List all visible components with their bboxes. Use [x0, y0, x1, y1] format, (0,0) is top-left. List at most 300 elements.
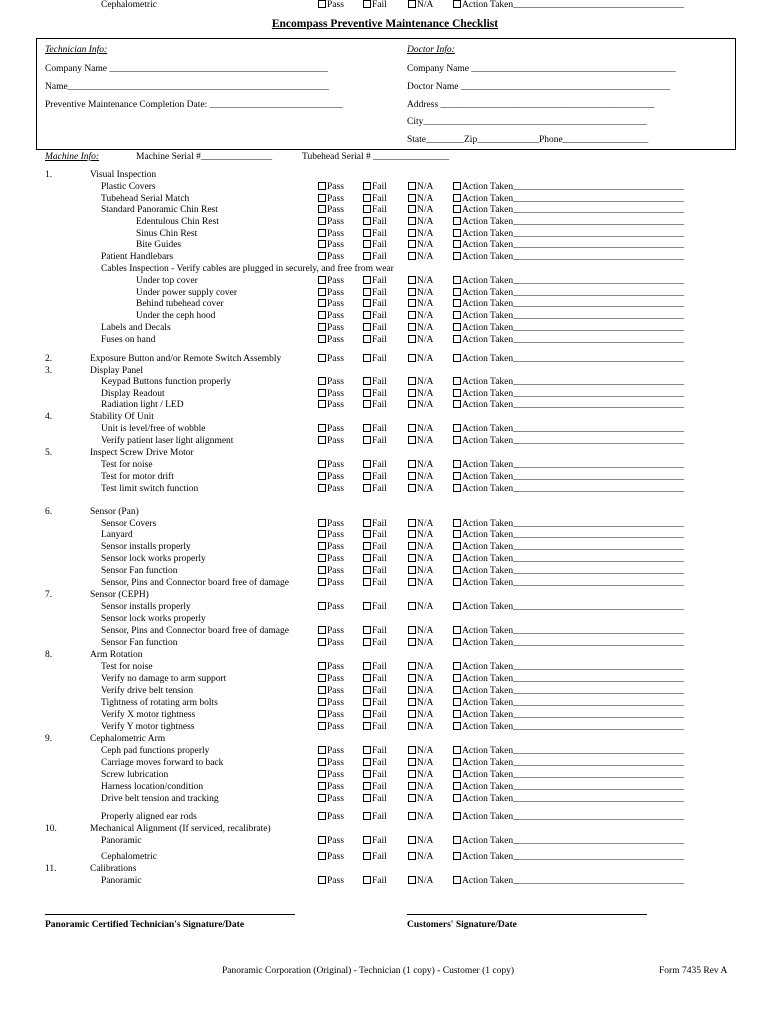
checkbox-square[interactable]: [318, 0, 326, 8]
checkbox-square[interactable]: [408, 794, 416, 802]
checkbox-square[interactable]: [318, 578, 326, 586]
checkbox-square[interactable]: [363, 836, 371, 844]
action-taken-field[interactable]: [453, 377, 684, 388]
fail-checkbox[interactable]: [363, 836, 387, 847]
pass-checkbox[interactable]: [318, 311, 344, 322]
na-checkbox[interactable]: [408, 252, 433, 263]
pass-checkbox[interactable]: [318, 400, 344, 411]
action-taken-field[interactable]: [453, 299, 684, 310]
checkbox-square[interactable]: [363, 662, 371, 670]
checkbox-square[interactable]: [408, 484, 416, 492]
fail-checkbox[interactable]: [363, 626, 387, 637]
na-checkbox[interactable]: [408, 484, 433, 495]
checkbox-square[interactable]: [453, 770, 461, 778]
action-taken-field[interactable]: [453, 276, 684, 287]
na-checkbox[interactable]: [408, 794, 433, 805]
action-taken-field[interactable]: [453, 698, 684, 709]
checkbox-square[interactable]: [363, 722, 371, 730]
checkbox-square[interactable]: [363, 770, 371, 778]
checkbox-square[interactable]: [363, 400, 371, 408]
action-taken-field[interactable]: [453, 554, 684, 565]
na-checkbox[interactable]: [408, 554, 433, 565]
checkbox-square[interactable]: [318, 389, 326, 397]
checkbox-square[interactable]: [363, 354, 371, 362]
na-checkbox[interactable]: [408, 436, 433, 447]
checkbox-square[interactable]: [408, 519, 416, 527]
checkbox-square[interactable]: [453, 0, 461, 8]
checkbox-square[interactable]: [318, 436, 326, 444]
fail-checkbox[interactable]: [363, 288, 387, 299]
checkbox-square[interactable]: [408, 205, 416, 213]
checkbox-square[interactable]: [408, 299, 416, 307]
machine-serial-field[interactable]: Machine Serial #_______________: [136, 152, 273, 162]
checkbox-square[interactable]: [453, 812, 461, 820]
checkbox-square[interactable]: [453, 554, 461, 562]
checkbox-square[interactable]: [453, 602, 461, 610]
fail-checkbox[interactable]: [363, 182, 387, 193]
checkbox-square[interactable]: [318, 460, 326, 468]
checkbox-square[interactable]: [453, 194, 461, 202]
action-taken-field[interactable]: [453, 674, 684, 685]
na-checkbox[interactable]: [408, 638, 433, 649]
customer-signature-line[interactable]: [407, 914, 647, 915]
pass-checkbox[interactable]: [318, 354, 344, 365]
na-checkbox[interactable]: [408, 335, 433, 346]
checkbox-square[interactable]: [363, 182, 371, 190]
checkbox-square[interactable]: [363, 436, 371, 444]
checkbox-square[interactable]: [408, 698, 416, 706]
checkbox-square[interactable]: [453, 182, 461, 190]
action-taken-field[interactable]: [453, 758, 684, 769]
checkbox-square[interactable]: [363, 530, 371, 538]
pass-checkbox[interactable]: [318, 794, 344, 805]
na-checkbox[interactable]: [408, 626, 433, 637]
checkbox-square[interactable]: [453, 335, 461, 343]
pass-checkbox[interactable]: [318, 746, 344, 757]
technician-signature-line[interactable]: [45, 914, 295, 915]
checkbox-square[interactable]: [453, 530, 461, 538]
checkbox-square[interactable]: [318, 217, 326, 225]
checkbox-square[interactable]: [408, 276, 416, 284]
na-checkbox[interactable]: [408, 710, 433, 721]
checkbox-square[interactable]: [318, 182, 326, 190]
pass-checkbox[interactable]: [318, 638, 344, 649]
pass-checkbox[interactable]: [318, 436, 344, 447]
checkbox-square[interactable]: [453, 782, 461, 790]
pass-checkbox[interactable]: [318, 602, 344, 613]
fail-checkbox[interactable]: [363, 782, 387, 793]
checkbox-square[interactable]: [453, 484, 461, 492]
action-taken-field[interactable]: [453, 240, 684, 251]
checkbox-square[interactable]: [363, 252, 371, 260]
na-checkbox[interactable]: [408, 229, 433, 240]
checkbox-square[interactable]: [453, 400, 461, 408]
pass-checkbox[interactable]: [318, 194, 344, 205]
action-taken-field[interactable]: [453, 424, 684, 435]
checkbox-square[interactable]: [318, 276, 326, 284]
na-checkbox[interactable]: [408, 836, 433, 847]
na-checkbox[interactable]: [408, 758, 433, 769]
checkbox-square[interactable]: [318, 288, 326, 296]
pass-checkbox[interactable]: [318, 812, 344, 823]
fail-checkbox[interactable]: [363, 0, 387, 11]
fail-checkbox[interactable]: [363, 460, 387, 471]
action-taken-field[interactable]: [453, 400, 684, 411]
pass-checkbox[interactable]: [318, 836, 344, 847]
checkbox-square[interactable]: [453, 389, 461, 397]
na-checkbox[interactable]: [408, 460, 433, 471]
checkbox-square[interactable]: [318, 812, 326, 820]
fail-checkbox[interactable]: [363, 229, 387, 240]
checkbox-square[interactable]: [363, 542, 371, 550]
checkbox-square[interactable]: [318, 530, 326, 538]
checkbox-square[interactable]: [408, 377, 416, 385]
na-checkbox[interactable]: [408, 722, 433, 733]
action-taken-field[interactable]: [453, 354, 684, 365]
checkbox-square[interactable]: [408, 252, 416, 260]
pass-checkbox[interactable]: [318, 252, 344, 263]
checkbox-square[interactable]: [408, 424, 416, 432]
na-checkbox[interactable]: [408, 389, 433, 400]
checkbox-square[interactable]: [453, 217, 461, 225]
checkbox-square[interactable]: [453, 377, 461, 385]
na-checkbox[interactable]: [408, 182, 433, 193]
fail-checkbox[interactable]: [363, 698, 387, 709]
pass-checkbox[interactable]: [318, 566, 344, 577]
na-checkbox[interactable]: [408, 662, 433, 673]
checkbox-square[interactable]: [453, 542, 461, 550]
action-taken-field[interactable]: [453, 770, 684, 781]
fail-checkbox[interactable]: [363, 217, 387, 228]
checkbox-square[interactable]: [408, 182, 416, 190]
checkbox-square[interactable]: [363, 323, 371, 331]
checkbox-square[interactable]: [363, 299, 371, 307]
checkbox-square[interactable]: [363, 519, 371, 527]
fail-checkbox[interactable]: [363, 662, 387, 673]
na-checkbox[interactable]: [408, 205, 433, 216]
checkbox-square[interactable]: [408, 460, 416, 468]
checkbox-square[interactable]: [408, 638, 416, 646]
technician-name-field[interactable]: Name_______________________________________________________: [45, 82, 329, 92]
checkbox-square[interactable]: [453, 424, 461, 432]
checkbox-square[interactable]: [408, 710, 416, 718]
completion-date-field[interactable]: Preventive Maintenance Completion Date: ____________________________: [45, 100, 343, 110]
checkbox-square[interactable]: [453, 746, 461, 754]
checkbox-square[interactable]: [363, 424, 371, 432]
na-checkbox[interactable]: [408, 578, 433, 589]
checkbox-square[interactable]: [408, 472, 416, 480]
na-checkbox[interactable]: [408, 519, 433, 530]
checkbox-square[interactable]: [363, 852, 371, 860]
doctor-company-field[interactable]: Company Name ___________________________________________: [407, 64, 676, 74]
action-taken-field[interactable]: [453, 542, 684, 553]
fail-checkbox[interactable]: [363, 519, 387, 530]
pass-checkbox[interactable]: [318, 530, 344, 541]
fail-checkbox[interactable]: [363, 674, 387, 685]
checkbox-square[interactable]: [318, 566, 326, 574]
action-taken-field[interactable]: [453, 311, 684, 322]
checkbox-square[interactable]: [408, 836, 416, 844]
pass-checkbox[interactable]: [318, 484, 344, 495]
checkbox-square[interactable]: [363, 460, 371, 468]
checkbox-square[interactable]: [363, 698, 371, 706]
checkbox-square[interactable]: [408, 876, 416, 884]
checkbox-square[interactable]: [408, 354, 416, 362]
pass-checkbox[interactable]: [318, 299, 344, 310]
checkbox-square[interactable]: [453, 794, 461, 802]
checkbox-square[interactable]: [363, 794, 371, 802]
checkbox-square[interactable]: [363, 229, 371, 237]
fail-checkbox[interactable]: [363, 530, 387, 541]
checkbox-square[interactable]: [408, 566, 416, 574]
checkbox-square[interactable]: [363, 674, 371, 682]
checkbox-square[interactable]: [453, 876, 461, 884]
pass-checkbox[interactable]: [318, 276, 344, 287]
fail-checkbox[interactable]: [363, 424, 387, 435]
checkbox-square[interactable]: [453, 240, 461, 248]
pass-checkbox[interactable]: [318, 662, 344, 673]
checkbox-square[interactable]: [363, 812, 371, 820]
checkbox-square[interactable]: [318, 299, 326, 307]
checkbox-square[interactable]: [318, 782, 326, 790]
fail-checkbox[interactable]: [363, 746, 387, 757]
checkbox-square[interactable]: [363, 566, 371, 574]
pass-checkbox[interactable]: [318, 698, 344, 709]
checkbox-square[interactable]: [453, 662, 461, 670]
checkbox-square[interactable]: [363, 377, 371, 385]
action-taken-field[interactable]: [453, 436, 684, 447]
checkbox-square[interactable]: [363, 240, 371, 248]
na-checkbox[interactable]: [408, 686, 433, 697]
checkbox-square[interactable]: [453, 252, 461, 260]
checkbox-square[interactable]: [453, 638, 461, 646]
na-checkbox[interactable]: [408, 0, 433, 11]
checkbox-square[interactable]: [408, 852, 416, 860]
checkbox-square[interactable]: [363, 782, 371, 790]
fail-checkbox[interactable]: [363, 354, 387, 365]
fail-checkbox[interactable]: [363, 252, 387, 263]
fail-checkbox[interactable]: [363, 794, 387, 805]
checkbox-square[interactable]: [453, 686, 461, 694]
checkbox-square[interactable]: [453, 323, 461, 331]
checkbox-square[interactable]: [318, 542, 326, 550]
fail-checkbox[interactable]: [363, 400, 387, 411]
fail-checkbox[interactable]: [363, 194, 387, 205]
fail-checkbox[interactable]: [363, 770, 387, 781]
checkbox-square[interactable]: [408, 554, 416, 562]
checkbox-square[interactable]: [408, 626, 416, 634]
pass-checkbox[interactable]: [318, 542, 344, 553]
pass-checkbox[interactable]: [318, 389, 344, 400]
fail-checkbox[interactable]: [363, 276, 387, 287]
fail-checkbox[interactable]: [363, 436, 387, 447]
checkbox-square[interactable]: [363, 710, 371, 718]
fail-checkbox[interactable]: [363, 758, 387, 769]
doctor-address-field[interactable]: Address _____________________________________________: [407, 100, 655, 110]
checkbox-square[interactable]: [363, 686, 371, 694]
checkbox-square[interactable]: [408, 770, 416, 778]
checkbox-square[interactable]: [318, 852, 326, 860]
action-taken-field[interactable]: [453, 472, 684, 483]
checkbox-square[interactable]: [318, 770, 326, 778]
checkbox-square[interactable]: [318, 472, 326, 480]
checkbox-square[interactable]: [408, 530, 416, 538]
na-checkbox[interactable]: [408, 746, 433, 757]
action-taken-field[interactable]: [453, 389, 684, 400]
fail-checkbox[interactable]: [363, 578, 387, 589]
checkbox-square[interactable]: [453, 626, 461, 634]
na-checkbox[interactable]: [408, 698, 433, 709]
fail-checkbox[interactable]: [363, 812, 387, 823]
checkbox-square[interactable]: [318, 794, 326, 802]
action-taken-field[interactable]: [453, 662, 684, 673]
na-checkbox[interactable]: [408, 377, 433, 388]
action-taken-field[interactable]: [453, 194, 684, 205]
checkbox-square[interactable]: [363, 876, 371, 884]
fail-checkbox[interactable]: [363, 389, 387, 400]
checkbox-square[interactable]: [408, 400, 416, 408]
checkbox-square[interactable]: [453, 710, 461, 718]
na-checkbox[interactable]: [408, 288, 433, 299]
checkbox-square[interactable]: [363, 205, 371, 213]
checkbox-square[interactable]: [363, 554, 371, 562]
checkbox-square[interactable]: [318, 758, 326, 766]
na-checkbox[interactable]: [408, 674, 433, 685]
pass-checkbox[interactable]: [318, 323, 344, 334]
checkbox-square[interactable]: [408, 194, 416, 202]
checkbox-square[interactable]: [453, 299, 461, 307]
checkbox-square[interactable]: [318, 674, 326, 682]
checkbox-square[interactable]: [453, 436, 461, 444]
checkbox-square[interactable]: [408, 335, 416, 343]
pass-checkbox[interactable]: [318, 722, 344, 733]
na-checkbox[interactable]: [408, 354, 433, 365]
checkbox-square[interactable]: [408, 578, 416, 586]
checkbox-square[interactable]: [453, 205, 461, 213]
action-taken-field[interactable]: [453, 519, 684, 530]
action-taken-field[interactable]: [453, 852, 684, 863]
na-checkbox[interactable]: [408, 311, 433, 322]
action-taken-field[interactable]: [453, 602, 684, 613]
action-taken-field[interactable]: [453, 205, 684, 216]
checkbox-square[interactable]: [453, 311, 461, 319]
pass-checkbox[interactable]: [318, 335, 344, 346]
checkbox-square[interactable]: [408, 674, 416, 682]
checkbox-square[interactable]: [453, 288, 461, 296]
fail-checkbox[interactable]: [363, 240, 387, 251]
action-taken-field[interactable]: [453, 323, 684, 334]
doctor-state-zip-phone-field[interactable]: State________Zip_____________Phone__________________: [407, 135, 649, 145]
checkbox-square[interactable]: [318, 205, 326, 213]
pass-checkbox[interactable]: [318, 876, 344, 887]
fail-checkbox[interactable]: [363, 554, 387, 565]
checkbox-square[interactable]: [408, 686, 416, 694]
na-checkbox[interactable]: [408, 876, 433, 887]
pass-checkbox[interactable]: [318, 205, 344, 216]
na-checkbox[interactable]: [408, 217, 433, 228]
na-checkbox[interactable]: [408, 424, 433, 435]
checkbox-square[interactable]: [318, 519, 326, 527]
checkbox-square[interactable]: [318, 335, 326, 343]
action-taken-field[interactable]: [453, 484, 684, 495]
checkbox-square[interactable]: [453, 578, 461, 586]
pass-checkbox[interactable]: [318, 626, 344, 637]
action-taken-field[interactable]: [453, 794, 684, 805]
checkbox-square[interactable]: [408, 288, 416, 296]
na-checkbox[interactable]: [408, 240, 433, 251]
action-taken-field[interactable]: [453, 836, 684, 847]
checkbox-square[interactable]: [408, 782, 416, 790]
fail-checkbox[interactable]: [363, 205, 387, 216]
action-taken-field[interactable]: [453, 229, 684, 240]
checkbox-square[interactable]: [363, 276, 371, 284]
checkbox-square[interactable]: [408, 389, 416, 397]
pass-checkbox[interactable]: [318, 0, 344, 11]
action-taken-field[interactable]: [453, 217, 684, 228]
checkbox-square[interactable]: [453, 566, 461, 574]
checkbox-square[interactable]: [318, 686, 326, 694]
fail-checkbox[interactable]: [363, 335, 387, 346]
checkbox-square[interactable]: [408, 436, 416, 444]
checkbox-square[interactable]: [318, 710, 326, 718]
technician-company-field[interactable]: Company Name ______________________________________________: [45, 64, 328, 74]
fail-checkbox[interactable]: [363, 876, 387, 887]
action-taken-field[interactable]: [453, 578, 684, 589]
fail-checkbox[interactable]: [363, 323, 387, 334]
fail-checkbox[interactable]: [363, 542, 387, 553]
checkbox-square[interactable]: [453, 722, 461, 730]
pass-checkbox[interactable]: [318, 229, 344, 240]
checkbox-square[interactable]: [363, 311, 371, 319]
checkbox-square[interactable]: [408, 542, 416, 550]
checkbox-square[interactable]: [408, 323, 416, 331]
action-taken-field[interactable]: [453, 638, 684, 649]
checkbox-square[interactable]: [453, 229, 461, 237]
checkbox-square[interactable]: [363, 758, 371, 766]
checkbox-square[interactable]: [363, 335, 371, 343]
pass-checkbox[interactable]: [318, 578, 344, 589]
fail-checkbox[interactable]: [363, 566, 387, 577]
pass-checkbox[interactable]: [318, 554, 344, 565]
checkbox-square[interactable]: [318, 638, 326, 646]
checkbox-square[interactable]: [318, 229, 326, 237]
checkbox-square[interactable]: [363, 288, 371, 296]
checkbox-square[interactable]: [318, 602, 326, 610]
na-checkbox[interactable]: [408, 400, 433, 411]
fail-checkbox[interactable]: [363, 686, 387, 697]
checkbox-square[interactable]: [363, 484, 371, 492]
pass-checkbox[interactable]: [318, 472, 344, 483]
action-taken-field[interactable]: [453, 252, 684, 263]
pass-checkbox[interactable]: [318, 782, 344, 793]
action-taken-field[interactable]: [453, 812, 684, 823]
checkbox-square[interactable]: [408, 746, 416, 754]
pass-checkbox[interactable]: [318, 758, 344, 769]
action-taken-field[interactable]: [453, 782, 684, 793]
na-checkbox[interactable]: [408, 602, 433, 613]
doctor-city-field[interactable]: City_______________________________________________: [407, 117, 647, 127]
na-checkbox[interactable]: [408, 530, 433, 541]
checkbox-square[interactable]: [318, 722, 326, 730]
action-taken-field[interactable]: [453, 746, 684, 757]
pass-checkbox[interactable]: [318, 770, 344, 781]
checkbox-square[interactable]: [318, 400, 326, 408]
fail-checkbox[interactable]: [363, 710, 387, 721]
checkbox-square[interactable]: [318, 662, 326, 670]
action-taken-field[interactable]: [453, 288, 684, 299]
checkbox-square[interactable]: [408, 0, 416, 8]
action-taken-field[interactable]: [453, 0, 684, 11]
